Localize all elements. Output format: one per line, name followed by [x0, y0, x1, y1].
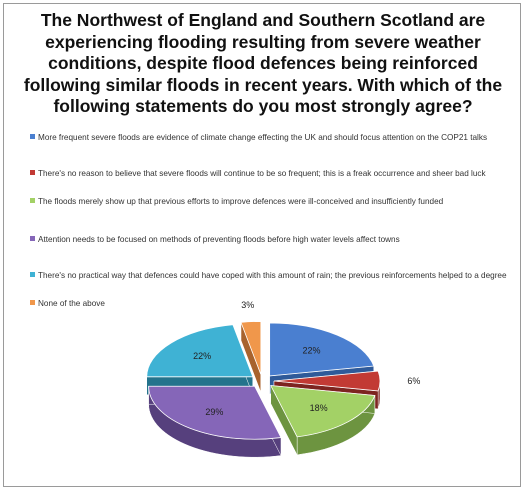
legend-label-6: None of the above [38, 299, 105, 308]
chart-title: The Northwest of England and Southern Scotland are experiencing flooding resulting from severe weather conditions, despite flood defences being reinforced following similar floods in recent years. With which of the following statements do you most strongly agree? [23, 10, 503, 116]
legend-label-1: More frequent severe floods are evidence of climate change effecting the UK and should focus attention on the COP21 talks [38, 133, 488, 142]
pie-label-4: 29% [205, 407, 224, 418]
legend-label-4: Attention needs to be focused on methods of preventing floods before high water levels affect towns [38, 235, 400, 244]
legend-label-5: There's no practical way that defences could have coped with this amount of rain; the previous reinforcements helped to a degree [38, 271, 507, 280]
pie-label-6: 3% [241, 299, 255, 310]
legend-label-2: There's no reason to believe that severe floods will continue to be so frequent; this is a freak occurrence and sheer bad luck [38, 169, 486, 178]
pie-label-2: 6% [407, 376, 421, 386]
pie-label-1: 22% [302, 345, 321, 356]
legend-label-3: The floods merely show up that previous efforts to improve defences were ill-conceived and insufficiently funded [38, 197, 444, 206]
pie-label-5: 22% [193, 350, 212, 361]
pie-label-3: 18% [309, 403, 328, 414]
